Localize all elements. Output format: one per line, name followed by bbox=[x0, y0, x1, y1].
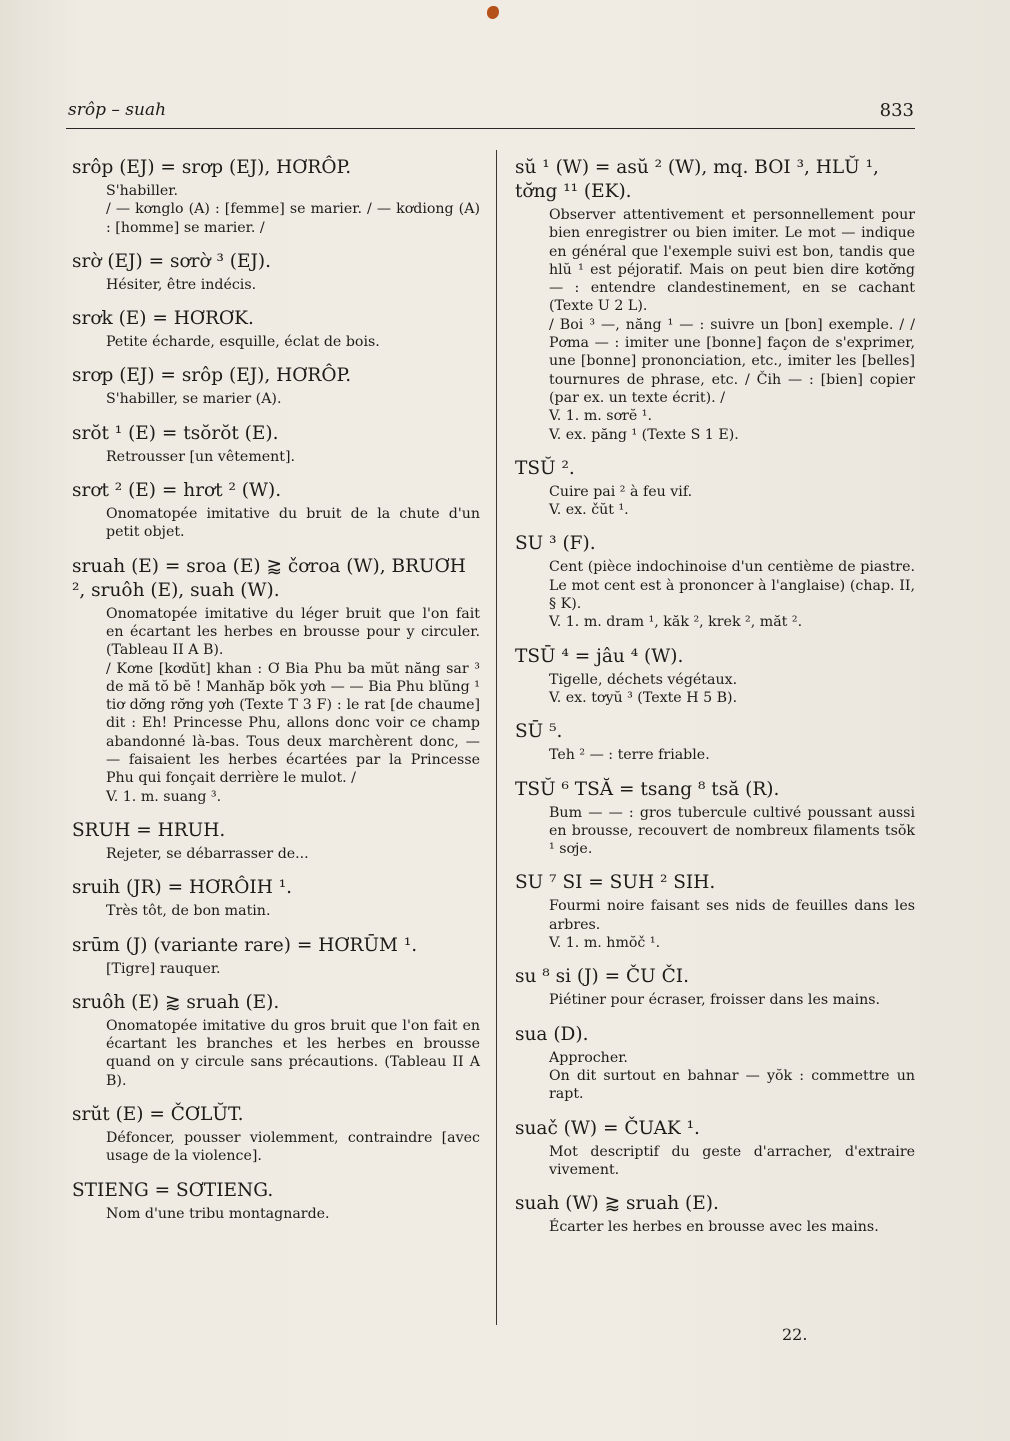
definition-line: / Kơne [kơdŭt] khan : Ơ Bia Phu ba mŭt năng sar ³ de mă tŏ bĕ ! Manhăp bŏk yơh — — Bia Phu blŭng ¹ tiơ dơ̆ng rơ̆ng yơh (Texte T 3 F) : le rat [de chaume] dit : Eh! Princesse Phu, allons donc voir ce champ abandonné là-bas. Tous deux marchèrent donc, — — faisaient les herbes écartées par la Princesse Phu qui fonçait derrière le mulot. / bbox=[106, 660, 480, 787]
definition bbox=[549, 804, 915, 859]
definition-line: S'habiller, se marier (A). bbox=[106, 391, 282, 408]
headword: SU ⁷ SI = SUH ² SIH. bbox=[515, 872, 716, 894]
definition-line: Bum — — : gros tubercule cultivé poussant aussi en brousse, recouvert de nombreux filaments tsŏk ¹ sơje. bbox=[549, 804, 915, 858]
definition bbox=[549, 746, 915, 764]
entry bbox=[515, 156, 915, 444]
definition-line: V. 1. m. sơrĕ ¹. bbox=[549, 408, 653, 425]
signature-mark: 22. bbox=[782, 1325, 808, 1344]
entry bbox=[72, 364, 480, 408]
entry bbox=[515, 1117, 915, 1180]
definition-line: Tigelle, déchets végétaux. bbox=[549, 671, 738, 688]
entry bbox=[72, 1179, 480, 1223]
entry bbox=[515, 532, 915, 631]
definition-line: V. ex. păng ¹ (Texte S 1 E). bbox=[549, 426, 739, 443]
headword: srôp (EJ) = srơp (EJ), HƠRÔP. bbox=[72, 157, 352, 178]
definition bbox=[549, 206, 915, 444]
definition bbox=[549, 1218, 915, 1236]
entry bbox=[72, 991, 480, 1090]
headword: SRUH = HRUH. bbox=[72, 819, 226, 841]
definition bbox=[106, 605, 480, 806]
definition bbox=[106, 390, 480, 408]
definition-line: V. ex. tơyŭ ³ (Texte H 5 B). bbox=[549, 689, 738, 706]
definition-line: Teh ² — : terre friable. bbox=[549, 747, 710, 764]
ink-mark bbox=[487, 6, 499, 19]
definition bbox=[549, 483, 915, 520]
headword: srŏt ¹ (E) = tsŏrŏt (E). bbox=[72, 422, 279, 444]
entry bbox=[72, 422, 480, 466]
headword: suah (W) ⪆ sruah (E). bbox=[515, 1193, 719, 1215]
entry bbox=[72, 156, 480, 237]
headword: SU ³ (F). bbox=[515, 533, 596, 555]
definition bbox=[549, 897, 915, 952]
definition bbox=[106, 505, 480, 542]
definition bbox=[549, 991, 915, 1009]
definition bbox=[106, 960, 480, 978]
definition bbox=[549, 558, 915, 631]
headword: srŭt (E) = ČƠLŬT. bbox=[72, 1104, 244, 1126]
right-column bbox=[515, 156, 915, 1249]
entry bbox=[72, 479, 480, 542]
definition bbox=[106, 448, 480, 466]
headword: srờ (EJ) = sơrờ ³ (EJ). bbox=[72, 250, 272, 272]
entry bbox=[72, 307, 480, 351]
header-rule bbox=[66, 128, 915, 129]
headword: STIENG = SƠTIENG. bbox=[72, 1179, 274, 1201]
definition-line: Rejeter, se débarrasser de... bbox=[106, 845, 309, 862]
definition-line: Onomatopée imitative du gros bruit que l'on fait en écartant les branches et les herbes en brousse quand on y circule sans précautions. (Tableau II A B). bbox=[106, 1017, 480, 1089]
definition bbox=[549, 1049, 915, 1104]
definition bbox=[106, 276, 480, 294]
entry bbox=[515, 965, 915, 1009]
headword: su ⁸ si (J) = ČU ČI. bbox=[515, 966, 689, 988]
definition bbox=[549, 1143, 915, 1180]
definition-line: Onomatopée imitative du bruit de la chute d'un petit objet. bbox=[106, 506, 480, 541]
entry bbox=[515, 645, 915, 708]
definition-line: Onomatopée imitative du léger bruit que l'on fait en écartant les herbes en brousse pour y circuler. (Tableau II A B). bbox=[106, 605, 480, 659]
definition-line: Nom d'une tribu montagnarde. bbox=[106, 1205, 330, 1222]
headword: TSŬ ⁶ TSĂ = tsang ⁸ tsă (R). bbox=[515, 778, 780, 800]
definition-line: Approcher. bbox=[549, 1049, 628, 1066]
definition-line: [Tigre] rauquer. bbox=[106, 960, 221, 977]
headword: TSŪ ⁴ = jâu ⁴ (W). bbox=[515, 645, 684, 667]
headword: suač (W) = ČUAK ¹. bbox=[515, 1117, 700, 1139]
definition-line: V. 1. m. dram ¹, kăk ², krek ², măt ². bbox=[549, 614, 803, 631]
entry bbox=[515, 778, 915, 859]
headword: SŪ ⁵. bbox=[515, 721, 563, 743]
definition bbox=[106, 845, 480, 863]
headword: sruih (JR) = HƠRÔIH ¹. bbox=[72, 877, 293, 899]
definition-line: Hésiter, être indécis. bbox=[106, 276, 257, 293]
definition-line: V. 1. m. suang ³. bbox=[106, 788, 222, 805]
definition bbox=[106, 1205, 480, 1223]
headword: sruah (E) = sroa (E) ⪆ čơroa (W), BRUƠH ², sruôh (E), suah (W). bbox=[72, 555, 466, 601]
definition-line: / — kơnglo (A) : [femme] se marier. / — kơdiong (A) : [homme] se marier. / bbox=[106, 201, 480, 236]
entry bbox=[72, 1103, 480, 1166]
entry bbox=[515, 871, 915, 952]
definition bbox=[106, 902, 480, 920]
definition-line: V. 1. m. hmŏč ¹. bbox=[549, 935, 661, 952]
definition-line: On dit surtout en bahnar — yŏk : commettre un rapt. bbox=[549, 1067, 915, 1103]
headword: sruôh (E) ⪆ sruah (E). bbox=[72, 991, 280, 1013]
entry bbox=[72, 555, 480, 806]
headword: srūm (J) (variante rare) = HƠRŪM ¹. bbox=[72, 934, 418, 956]
headword: TSŬ ². bbox=[515, 457, 575, 479]
left-column bbox=[72, 156, 480, 1236]
definition-line: S'habiller. bbox=[106, 183, 179, 199]
definition-line: V. ex. čŭt ¹. bbox=[549, 502, 629, 519]
entry bbox=[515, 720, 915, 764]
definition-line: Écarter les herbes en brousse avec les mains. bbox=[549, 1219, 879, 1236]
headword: sŭ ¹ (W) = asŭ ² (W), mq. BOI ³, HLŬ ¹, tơ̆ng ¹¹ (EK). bbox=[515, 157, 879, 202]
headword: srơk (E) = HƠRƠK. bbox=[72, 308, 254, 330]
entry bbox=[72, 250, 480, 294]
headword: sua (D). bbox=[515, 1023, 589, 1045]
definition-line: Cent (pièce indochinoise d'un centième de piastre. Le mot cent est à prononcer à l'anglaise) (chap. II, § K). bbox=[549, 559, 915, 613]
running-head-left: srôp – suah bbox=[68, 100, 167, 120]
definition bbox=[106, 1017, 480, 1090]
entry bbox=[515, 1192, 915, 1236]
entry bbox=[515, 1023, 915, 1104]
definition-line: Mot descriptif du geste d'arracher, d'extraire vivement. bbox=[549, 1143, 915, 1178]
headword: srơt ² (E) = hrơt ² (W). bbox=[72, 480, 282, 502]
definition-line: Retrousser [un vêtement]. bbox=[106, 448, 296, 465]
definition-line: Défoncer, pousser violemment, contraindre [avec usage de la violence]. bbox=[106, 1130, 480, 1165]
definition-line: Très tôt, de bon matin. bbox=[106, 903, 271, 920]
definition-line: Cuire pai ² à feu vif. bbox=[549, 483, 693, 500]
definition bbox=[106, 1129, 480, 1166]
definition bbox=[106, 182, 480, 237]
definition-line: / Boi ³ —, năng ¹ — : suivre un [bon] exemple. / / Pơma — : imiter une [bonne] façon de s'exprimer, une [bonne] prononciation, etc., imiter les [belles] tournures de phrase, etc. / Čih — : [bien] copier (par ex. un texte écrit). / bbox=[549, 316, 915, 406]
definition bbox=[106, 333, 480, 351]
definition bbox=[549, 671, 915, 708]
definition-line: Fourmi noire faisant ses nids de feuilles dans les arbres. bbox=[549, 898, 915, 933]
entry bbox=[72, 876, 480, 920]
entry bbox=[515, 457, 915, 520]
definition-line: Piétiner pour écraser, froisser dans les mains. bbox=[549, 992, 881, 1009]
definition-line: Petite écharde, esquille, éclat de bois. bbox=[106, 334, 380, 351]
headword: srơp (EJ) = srôp (EJ), HƠRÔP. bbox=[72, 365, 352, 387]
entry bbox=[72, 934, 480, 978]
column-divider bbox=[496, 150, 497, 1325]
definition-line: Observer attentivement et personnellement pour bien enregistrer ou bien imiter. Le mot — indique en général que l'exemple suivi est bon, tandis que hlŭ ¹ est péjoratif. Mais on peut bien dire kơtơ̆ng — : entendre clandestinement, en se cachant (Texte U 2 L). bbox=[549, 207, 915, 315]
page-number: 833 bbox=[879, 100, 914, 121]
entry bbox=[72, 819, 480, 863]
